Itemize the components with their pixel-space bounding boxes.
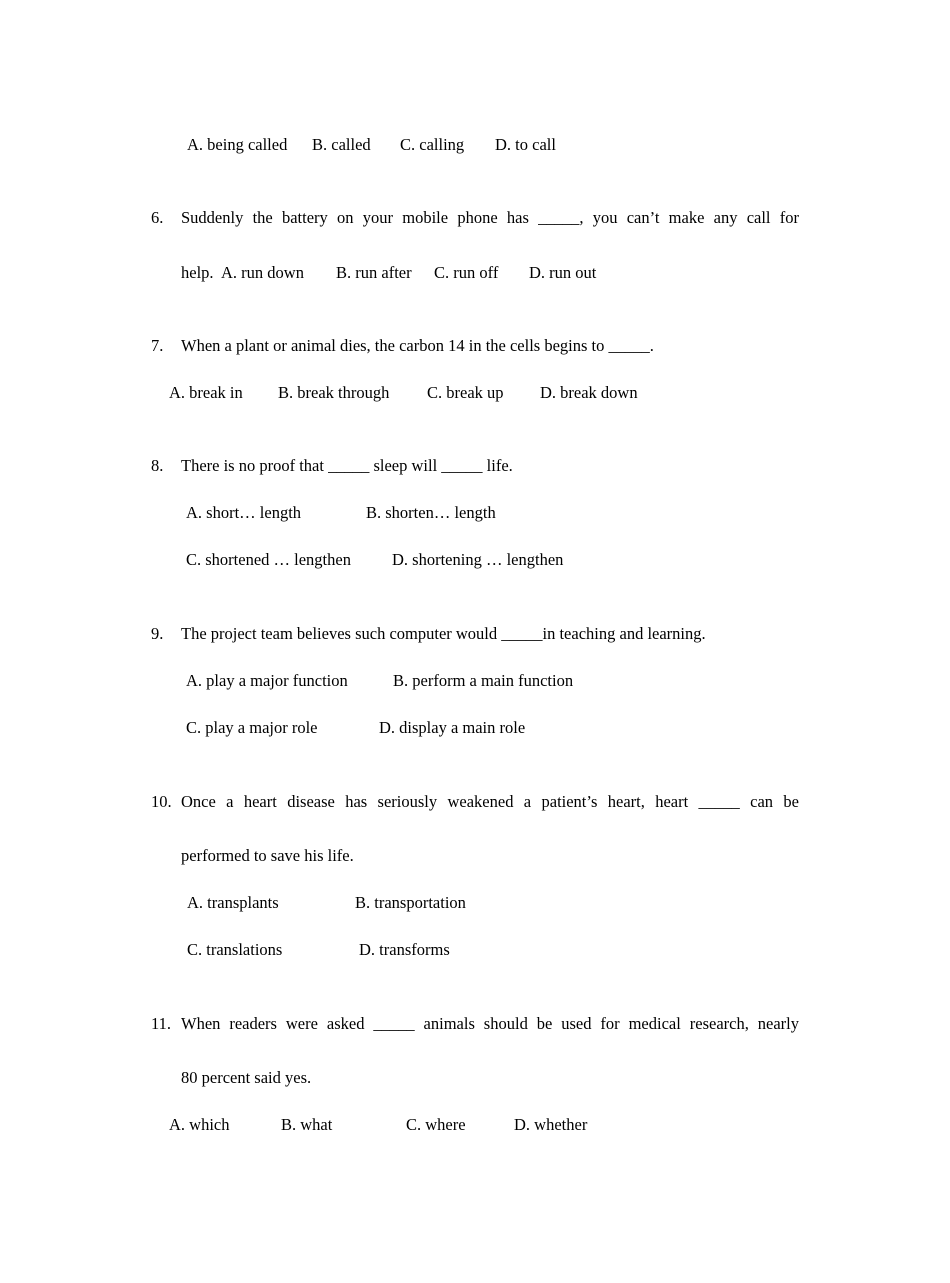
q8-option-d: D. shortening … lengthen: [392, 550, 564, 569]
q9-number: 9.: [151, 624, 164, 643]
q11-option-a: A. which: [169, 1115, 230, 1134]
q11-number: 11.: [151, 1014, 172, 1033]
q6-option-d: D. run out: [529, 263, 597, 282]
q7-stem: When a plant or animal dies, the carbon 14 in the cells begins to _____.: [181, 336, 654, 355]
q10-option-c: C. translations: [187, 940, 283, 959]
q8-option-b: B. shorten… length: [366, 503, 496, 522]
q7-option-c: C. break up: [427, 383, 504, 402]
q5-option-a: A. being called: [187, 135, 288, 154]
q5-option-c: C. calling: [400, 135, 465, 154]
q7-option-d: D. break down: [540, 383, 638, 402]
q10-option-d: D. transforms: [359, 940, 450, 959]
q9-stem: The project team believes such computer would _____in teaching and learning.: [181, 624, 706, 643]
q11-option-c: C. where: [406, 1115, 466, 1134]
q10-option-b: B. transportation: [355, 893, 466, 912]
q6-stem-line-1: Suddenly the battery on your mobile phone has _____, you can’t make any call for: [181, 208, 799, 227]
q10-stem-line-2: performed to save his life.: [181, 846, 354, 865]
q11-stem-line-2: 80 percent said yes.: [181, 1068, 312, 1087]
q11-option-d: D. whether: [514, 1115, 588, 1134]
q6-option-a: A. run down: [221, 263, 304, 282]
q7-option-a: A. break in: [169, 383, 243, 402]
q6-option-b: B. run after: [336, 263, 412, 282]
q8-number: 8.: [151, 456, 164, 475]
q9-option-a: A. play a major function: [186, 671, 348, 690]
q6-option-c: C. run off: [434, 263, 499, 282]
q11-stem-line-1: When readers were asked _____ animals should be used for medical research, nearly: [181, 1014, 799, 1033]
q10-option-a: A. transplants: [187, 893, 279, 912]
q7-number: 7.: [151, 336, 164, 355]
q8-stem: There is no proof that _____ sleep will _____ life.: [181, 456, 513, 475]
q9-option-c: C. play a major role: [186, 718, 318, 737]
q7-option-b: B. break through: [278, 383, 390, 402]
q8-option-a: A. short… length: [186, 503, 302, 522]
q5-option-d: D. to call: [495, 135, 556, 154]
q10-number: 10.: [151, 792, 172, 811]
q9-option-d: D. display a main role: [379, 718, 526, 737]
q6-number: 6.: [151, 208, 164, 227]
q8-option-c: C. shortened … lengthen: [186, 550, 351, 569]
q9-option-b: B. perform a main function: [393, 671, 574, 690]
q6-stem-line-2: help.: [181, 263, 214, 282]
q11-option-b: B. what: [281, 1115, 333, 1134]
q5-option-b: B. called: [312, 135, 371, 154]
q10-stem-line-1: Once a heart disease has seriously weakened a patient’s heart, heart _____ can be: [181, 792, 799, 811]
